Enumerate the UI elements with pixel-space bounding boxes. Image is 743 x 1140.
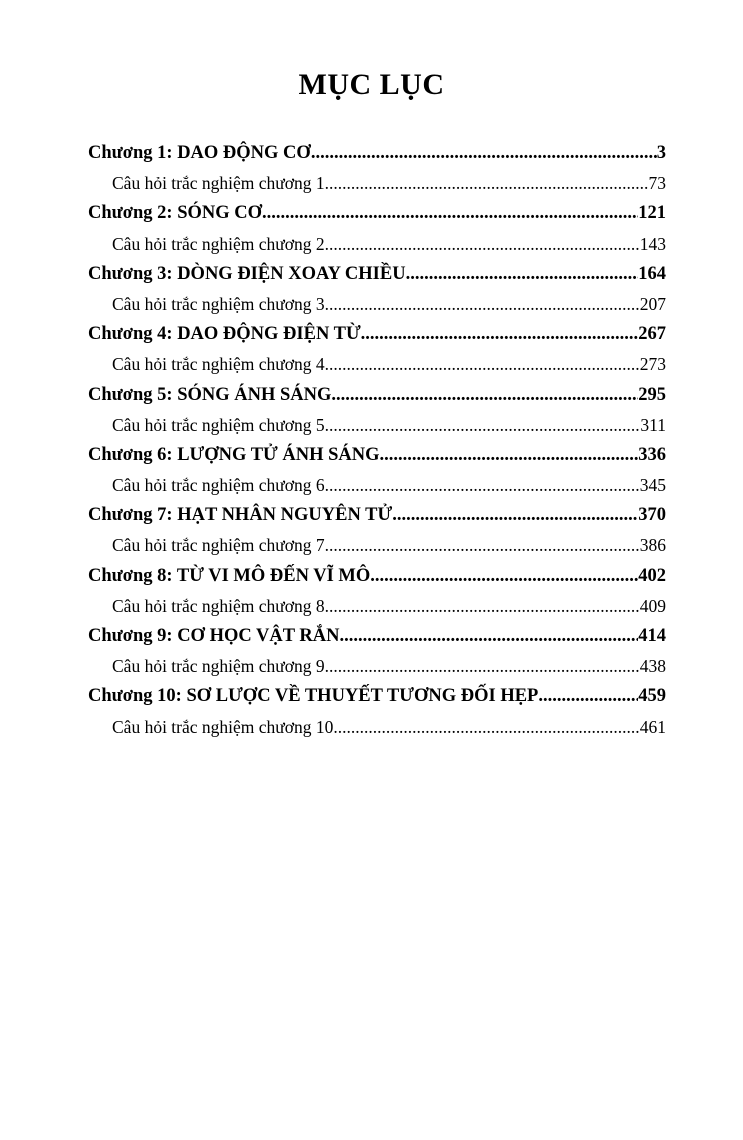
dot-leader (262, 198, 638, 228)
chapter-title: Chương 2: SÓNG CƠ (88, 203, 262, 224)
dot-leader (406, 259, 639, 289)
quiz-page-number: 273 (639, 354, 666, 375)
chapter-page-number: 295 (638, 384, 666, 405)
toc-quiz-7[interactable] (88, 530, 666, 560)
toc-quiz-3[interactable] (88, 289, 666, 319)
dot-leader (331, 380, 638, 410)
dot-leader (325, 591, 640, 621)
dot-leader (339, 621, 638, 651)
chapter-title: Chương 1: DAO ĐỘNG CƠ (88, 143, 311, 163)
chapter-page-number: 164 (638, 263, 666, 284)
chapter-page-number: 414 (638, 626, 666, 646)
chapter-title: Chương 4: DAO ĐỘNG ĐIỆN TỪ (88, 324, 361, 345)
toc-chapter-6[interactable] (88, 440, 666, 470)
dot-leader (311, 138, 657, 168)
chapter-page-number: 459 (638, 686, 666, 707)
chapter-page-number: 370 (638, 505, 666, 526)
quiz-page-number: 461 (639, 716, 666, 737)
chapter-title: Chương 9: CƠ HỌC VẬT RẮN (88, 626, 340, 646)
toc-quiz-4[interactable] (88, 349, 666, 379)
chapter-page-number: 3 (656, 143, 666, 163)
toc-quiz-5[interactable] (88, 410, 666, 440)
dot-leader (333, 712, 639, 742)
chapter-page-number: 402 (638, 565, 666, 586)
quiz-page-number: 345 (639, 475, 666, 496)
dot-leader (325, 651, 640, 681)
quiz-page-number: 438 (639, 656, 666, 677)
toc-chapter-4[interactable] (88, 319, 666, 349)
toc-quiz-6[interactable] (88, 470, 666, 500)
table-of-contents (88, 138, 666, 742)
toc-chapter-1[interactable] (88, 138, 666, 168)
toc-chapter-3[interactable] (88, 259, 666, 289)
dot-leader (325, 530, 640, 560)
dot-leader (370, 561, 638, 591)
dot-leader (380, 440, 639, 470)
quiz-title: Câu hỏi trắc nghiệm chương 3 (112, 293, 325, 314)
dot-leader (361, 319, 639, 349)
dot-leader (392, 500, 638, 530)
page-title: MỤC LỤC (298, 68, 445, 101)
quiz-title: Câu hỏi trắc nghiệm chương 4 (112, 354, 325, 375)
quiz-title: Câu hỏi trắc nghiệm chương 1 (112, 173, 325, 194)
toc-quiz-2[interactable] (88, 229, 666, 259)
quiz-page-number: 386 (639, 535, 666, 556)
dot-leader (325, 289, 640, 319)
dot-leader (325, 410, 641, 440)
dot-leader (325, 168, 649, 198)
chapter-page-number: 336 (638, 444, 666, 465)
chapter-page-number: 267 (638, 324, 666, 345)
toc-chapter-5[interactable] (88, 380, 666, 410)
toc-chapter-10[interactable] (88, 681, 666, 711)
quiz-title: Câu hỏi trắc nghiệm chương 8 (112, 595, 325, 616)
quiz-title: Câu hỏi trắc nghiệm chương 9 (112, 656, 325, 677)
toc-quiz-9[interactable] (88, 651, 666, 681)
quiz-page-number: 207 (639, 293, 666, 314)
chapter-title: Chương 6: LƯỢNG TỬ ÁNH SÁNG (88, 444, 380, 465)
toc-chapter-2[interactable] (88, 198, 666, 228)
quiz-page-number: 311 (640, 414, 666, 435)
toc-quiz-8[interactable] (88, 591, 666, 621)
toc-chapter-8[interactable] (88, 561, 666, 591)
dot-leader (325, 349, 640, 379)
quiz-title: Câu hỏi trắc nghiệm chương 6 (112, 475, 325, 496)
chapter-title: Chương 8: TỪ VI MÔ ĐẾN VĨ MÔ (88, 565, 371, 586)
quiz-page-number: 409 (639, 595, 666, 616)
toc-quiz-10[interactable] (88, 712, 666, 742)
toc-chapter-7[interactable] (88, 500, 666, 530)
quiz-page-number: 73 (648, 173, 666, 194)
quiz-title: Câu hỏi trắc nghiệm chương 2 (112, 233, 325, 254)
chapter-page-number: 121 (638, 203, 666, 224)
chapter-title: Chương 10: SƠ LƯỢC VỀ THUYẾT TƯƠNG ĐỐI HẸP (88, 686, 539, 707)
quiz-page-number: 143 (639, 233, 666, 254)
dot-leader (538, 681, 638, 711)
toc-quiz-1[interactable] (88, 168, 666, 198)
quiz-title: Câu hỏi trắc nghiệm chương 5 (112, 414, 325, 435)
dot-leader (325, 470, 640, 500)
dot-leader (325, 229, 640, 259)
quiz-title: Câu hỏi trắc nghiệm chương 10 (112, 716, 334, 737)
chapter-title: Chương 3: DÒNG ĐIỆN XOAY CHIỀU (88, 263, 406, 284)
chapter-title: Chương 7: HẠT NHÂN NGUYÊN TỬ (88, 505, 393, 526)
chapter-title: Chương 5: SÓNG ÁNH SÁNG (88, 384, 332, 405)
quiz-title: Câu hỏi trắc nghiệm chương 7 (112, 535, 325, 556)
toc-chapter-9[interactable] (88, 621, 666, 651)
